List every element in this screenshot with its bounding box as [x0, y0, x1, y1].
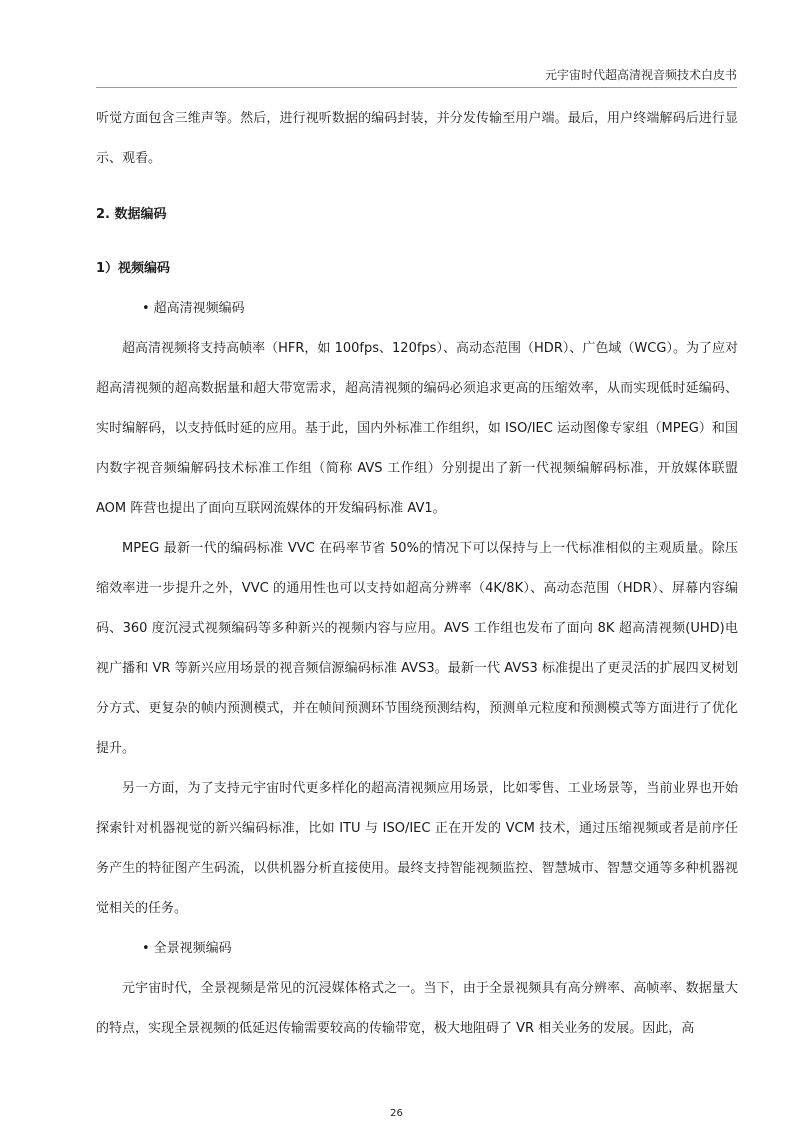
subsection-heading: 1）视频编码: [96, 261, 171, 276]
paragraph-machine-vision: 另一方面，为了支持元宇宙时代更多样化的超高清视频应用场景，比如零售、工业场景等，当前业界也开始探索针对机器视觉的新兴编码标准，比如 ITU 与 ISO/IEC 正在开发的 VCM 技术，通过压缩视频或者是前序任务产生的特征图产生码流，以供机器分析直接使用。最终支持智能视频监控、智慧城市、智慧交通等多种机器视觉相关的任务。: [96, 781, 738, 916]
bullet-label: 全景视频编码: [153, 941, 232, 956]
bullet-item-uhd-coding: [96, 289, 738, 329]
paragraph-panoramic: 元宇宙时代，全景视频是常见的沉浸媒体格式之一。当下，由于全景视频具有高分辨率、高帧率、数据量大的特点，实现全景视频的低延迟传输需要较高的传输带宽，极大地阻碍了 VR 相关业务的发展。因此，高: [96, 981, 738, 1036]
bullet-label: 超高清视频编码: [153, 301, 245, 316]
paragraph-continuation: 听觉方面包含三维声等。然后，进行视听数据的编码封装，并分发传输至用户端。最后，用户终端解码后进行显示、观看。: [96, 111, 738, 166]
bullet-dot-icon: •: [142, 941, 150, 956]
paragraph-vvc-avs3: MPEG 最新一代的编码标准 VVC 在码率节省 50%的情况下可以保持与上一代标准相似的主观质量。除压缩效率进一步提升之外，VVC 的通用性也可以支持如超高分辨率（4K/8K）、高动态范围（HDR）、屏幕内容编码、360 度沉浸式视频编码等多种新兴的视频内容与应用。AVS 工作组也发布了面向 8K 超高清视频(UHD)电视广播和 VR 等新兴应用场景的视音频信源编码标准 AVS3。最新一代 AVS3 标准提出了更灵活的扩展四叉树划分方式、更复杂的帧内预测模式，并在帧间预测环节围绕预测结构，预测单元粒度和预测模式等方面进行了优化提升。: [96, 541, 738, 756]
bullet-dot-icon: •: [142, 301, 150, 316]
header-title: 元宇宙时代超高清视音频技术白皮书: [544, 68, 737, 82]
section-heading: 2. 数据编码: [96, 207, 167, 222]
bullet-item-panoramic-coding: [96, 929, 738, 969]
paragraph-uhd-intro: 超高清视频将支持高帧率（HFR，如 100fps、120fps）、高动态范围（HDR）、广色域（WCG）。为了应对超高清视频的超高数据量和超大带宽需求，超高清视频的编码必须追求更高的压缩效率，从而实现低时延编码、实时编解码，以支持低时延的应用。基于此，国内外标准工作组织，如 ISO/IEC 运动图像专家组（MPEG）和国内数字视音频编解码技术标准工作组（简称 AVS 工作组）分别提出了新一代视频编解码标准，开放媒体联盟 AOM 阵营也提出了面向互联网流媒体的开发编码标准 AV1。: [96, 341, 738, 516]
page-number: 26: [390, 1108, 403, 1119]
running-header: [96, 66, 737, 88]
page-body: [96, 99, 738, 1049]
